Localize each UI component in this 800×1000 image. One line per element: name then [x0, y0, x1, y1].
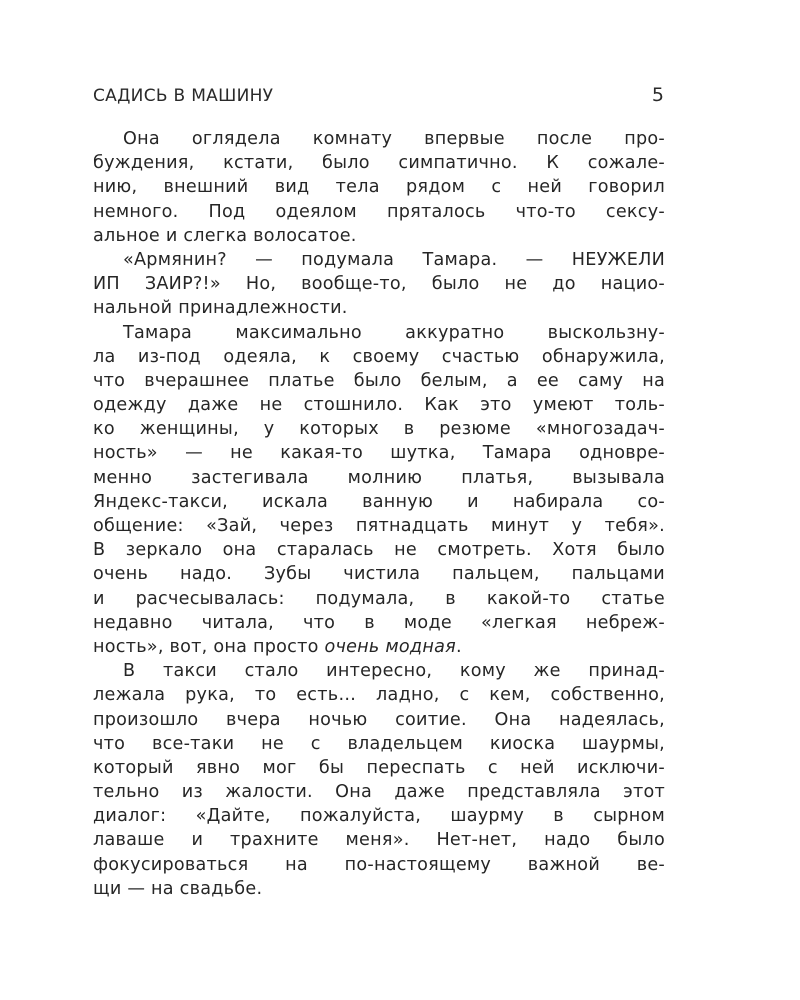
text-line: ко женщины, у которых в резюме «многозадач-: [93, 419, 665, 440]
text-line: менно застегивала молнию платья, вызывала: [93, 467, 665, 488]
text-fragment: ность», вот, она просто: [93, 636, 325, 657]
text-line: нальной принадлежности.: [93, 298, 348, 319]
text-line: щи — на свадьбе.: [93, 878, 263, 899]
text-line: ла из-под одеяла, к своему счастью обнаружила,: [93, 346, 665, 367]
text-line: что вчерашнее платье было белым, а ее саму на: [93, 370, 665, 391]
paragraph-3: [93, 321, 665, 660]
paragraph-1: [93, 127, 665, 248]
text-line: лежала рука, то есть… ладно, с кем, собственно,: [93, 685, 665, 706]
text-line: диалог: «Дайте, пожалуйста, шаурму в сырном: [93, 806, 665, 827]
text-line: очень надо. Зубы чистила пальцем, пальцами: [93, 564, 665, 585]
paragraph-4: [93, 659, 665, 901]
text-line: альное и слегка волосатое.: [93, 225, 357, 246]
text-line: Яндекс-такси, искала ванную и набирала со-: [93, 491, 665, 512]
text-line: Тамара максимально аккуратно выскользну-: [123, 322, 665, 343]
running-title: САДИСЬ В МАШИНУ: [93, 86, 274, 106]
text-line: нию, внешний вид тела рядом с ней говорил: [93, 177, 665, 198]
page-number: 5: [651, 84, 664, 106]
italic-emphasis: очень модная: [324, 636, 456, 657]
text-line: В зеркало она старалась не смотреть. Хотя было: [93, 540, 665, 561]
text-line: произошло вчера ночью соитие. Она надеялась,: [93, 709, 665, 730]
text-line: лаваше и трахните меня». Нет-нет, надо было: [93, 830, 665, 851]
text-line: буждения, кстати, было симпатично. К сожале-: [93, 153, 665, 174]
paragraph-2: [93, 248, 665, 321]
text-line: Она оглядела комнату впервые после про-: [123, 129, 665, 149]
text-line: общение: «Зай, через пятнадцать минут у тебя».: [93, 516, 665, 536]
text-line: немного. Под одеялом пряталось что-то сексу-: [93, 201, 665, 222]
text-line: «Армянин? — подумала Тамара. — НЕУЖЕЛИ: [123, 249, 665, 270]
body-text: [93, 127, 665, 901]
text-line: ИП ЗАИР?!» Но, вообще-то, было не до нацио-: [93, 274, 665, 295]
text-fragment: .: [455, 636, 462, 657]
text-line: фокусироваться на по-настоящему важной ве-: [93, 854, 665, 875]
text-line: В такси стало интересно, кому же принад-: [123, 661, 665, 682]
text-line: который явно мог бы переспать с ней исключи-: [93, 757, 665, 778]
text-line: и расчесывалась: подумала, в какой-то статье: [93, 588, 665, 609]
text-line: недавно читала, что в моде «легкая небреж-: [93, 612, 665, 633]
text-line: что все-таки не с владельцем киоска шаурмы,: [93, 733, 665, 754]
text-line: тельно из жалости. Она даже представляла этот: [93, 782, 665, 803]
text-line: ность» — не какая-то шутка, Тамара одновре-: [93, 443, 665, 464]
text-line: одежду даже не стошнило. Как это умеют толь-: [93, 395, 665, 416]
text-line: [93, 635, 665, 659]
